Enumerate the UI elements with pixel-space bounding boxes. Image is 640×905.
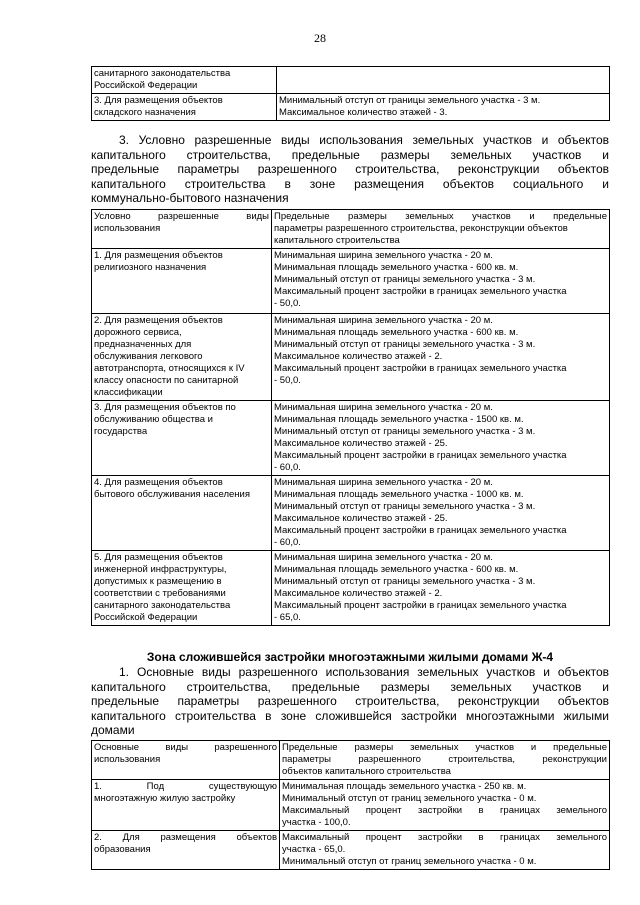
conditional-uses-table	[91, 209, 610, 626]
cell-line: инженерной инфраструктуры,	[94, 564, 227, 575]
cell-line: Минимальная площадь земельного участка - 1500 кв. м.	[274, 414, 524, 425]
cell-line: Минимальный отступ от границ земельного участка - 0 м.	[282, 793, 537, 804]
cell-line: Минимальная ширина земельного участка - 20 м.	[274, 477, 493, 488]
cell-line: участка - 100,0.	[282, 817, 351, 828]
cell-line: классу опасности по санитарной	[94, 375, 239, 386]
paragraph-line: капитального строительства в зоне размещения объектов социального и	[91, 176, 609, 191]
cell-line: обслуживания легкового	[94, 351, 203, 362]
table-header-use	[92, 741, 280, 780]
page-number: 28	[314, 31, 326, 45]
table-cell-params	[272, 249, 610, 314]
cell-line: 4. Для размещения объектов	[94, 477, 223, 488]
cell-line: 1. Под существующую	[94, 781, 277, 792]
table-cell-params	[272, 401, 610, 476]
table-row	[92, 314, 610, 401]
paragraph-line: капитального строительства в зоне сложившейся застройки многоэтажными жилыми	[91, 708, 609, 723]
cell-line: допустимых к размещению в	[94, 576, 222, 587]
cell-line: автотранспорта, относящихся к IV	[94, 363, 245, 374]
table-cell-use	[92, 249, 272, 314]
cell-line: многоэтажную жилую застройку	[94, 793, 236, 804]
cell-line: Минимальная ширина земельного участка - 20 м.	[274, 552, 493, 563]
cell-line: Максимальный процент застройки в границах земельного	[282, 805, 607, 816]
table-row	[92, 249, 610, 314]
cell-line: 5. Для размещения объектов	[94, 552, 223, 563]
zone-title: Зона сложившейся застройки многоэтажными жилыми домами Ж-4	[146, 650, 554, 664]
cell-line: Максимальный процент застройки в границах земельного участка	[274, 600, 567, 611]
table-row	[92, 401, 610, 476]
table-cell-use	[92, 94, 277, 121]
table-cell-use	[92, 476, 272, 551]
cell-line: санитарного законодательства	[94, 68, 231, 79]
cell-line: образования	[94, 844, 151, 855]
cell-line: религиозного назначения	[94, 262, 207, 273]
cell-line: Максимальное количество этажей - 25.	[274, 513, 448, 524]
cell-line: Максимальный процент застройки в границах земельного участка	[274, 525, 567, 536]
table-header-use	[92, 210, 272, 249]
cell-line: Минимальная ширина земельного участка - 20 м.	[274, 315, 493, 326]
cell-line: Максимальный процент застройки в границах земельного	[282, 832, 607, 843]
cell-line: классификации	[94, 387, 163, 398]
paragraph-line: предельные параметры разрешенного строительства, реконструкции объектов	[91, 694, 609, 708]
cell-line: - 50,0.	[274, 375, 301, 386]
cell-line: Предельные размеры земельных участков и предельные	[274, 211, 607, 222]
cell-line: 3. Для размещения объектов по	[94, 402, 236, 413]
cell-line: Минимальный отступ от границы земельного участка - 3 м.	[279, 95, 541, 106]
paragraph-line: коммунально-бытового назначения	[91, 191, 289, 205]
cell-line: Основные виды разрешенного	[94, 742, 277, 753]
cell-line: Российской Федерации	[94, 612, 198, 623]
table-row	[92, 551, 610, 626]
cell-line: Условно разрешенные виды	[94, 211, 269, 222]
paragraph-line: домами	[91, 723, 135, 737]
table-cell-use	[92, 314, 272, 401]
table-cell-use	[92, 831, 280, 870]
paragraph-line: предельные параметры разрешенного строительства, реконструкции объектов	[91, 162, 609, 176]
cell-line: предназначенных для	[94, 339, 192, 350]
table-row	[92, 831, 610, 870]
table-cell-use	[92, 67, 277, 94]
cell-line: - 60,0.	[274, 537, 301, 548]
cell-line: дорожного сервиса,	[94, 327, 182, 338]
paragraph-line: 1. Основные виды разрешенного использования земельных участков и объектов	[119, 665, 609, 679]
cell-line: Минимальная площадь земельного участка - 600 кв. м.	[274, 564, 519, 575]
cell-line: Предельные размеры земельных участков и предельные	[282, 742, 607, 753]
cell-line: 1. Для размещения объектов	[94, 250, 223, 261]
table-cell-params	[280, 780, 610, 831]
cell-line: участка - 65,0.	[282, 844, 346, 855]
cell-line: Максимальное количество этажей - 25.	[274, 438, 448, 449]
cell-line: Минимальная ширина земельного участка - 20 м.	[274, 250, 493, 261]
table-cell-params	[272, 551, 610, 626]
table-cell-use	[92, 780, 280, 831]
cell-line: Максимальное количество этажей - 2.	[274, 588, 443, 599]
table-row	[92, 67, 610, 94]
cell-line: Максимальное количество этажей - 2.	[274, 351, 443, 362]
cell-line: Минимальная площадь земельного участка - 600 кв. м.	[274, 262, 519, 273]
cell-line: складского назначения	[94, 107, 196, 118]
table-cell-params	[277, 94, 610, 121]
table-row	[92, 476, 610, 551]
table-cell-params	[280, 831, 610, 870]
cell-line: бытового обслуживания населения	[94, 489, 250, 500]
cell-line: объектов капитального строительства	[282, 766, 451, 777]
cell-line: Максимальное количество этажей - 3.	[279, 107, 448, 118]
cell-line: использования	[94, 223, 161, 234]
section-1-paragraph	[91, 665, 609, 738]
table-row	[92, 780, 610, 831]
cell-line: Минимальный отступ от границы земельного участка - 3 м.	[274, 274, 536, 285]
cell-line: Максимальный процент застройки в границах земельного участка	[274, 286, 567, 297]
cell-line: Минимальная площадь земельного участка - 1000 кв. м.	[274, 489, 524, 500]
cell-line: - 50,0.	[274, 298, 301, 309]
cell-line: параметры разрешенного строительства, реконструкции	[282, 754, 607, 765]
cell-line: Минимальный отступ от границы земельного участка - 3 м.	[274, 426, 536, 437]
table-header-row	[92, 210, 610, 249]
cell-line: соответствии с требованиями	[94, 588, 226, 599]
cell-line: Максимальный процент застройки в границах земельного участка	[274, 450, 567, 461]
table-header-params	[280, 741, 610, 780]
cell-line: - 60,0.	[274, 462, 301, 473]
table-cell-params	[277, 67, 610, 94]
cell-line: Минимальный отступ от границы земельного участка - 3 м.	[274, 576, 536, 587]
paragraph-line: капитального строительства, предельные размеры земельных участков и	[91, 147, 609, 162]
cell-line: государства	[94, 426, 148, 437]
cell-line: Российской Федерации	[94, 80, 198, 91]
continuation-table	[91, 66, 610, 121]
table-row	[92, 94, 610, 121]
cell-line: Минимальная площадь земельного участка - 250 кв. м.	[282, 781, 527, 792]
table-header-params	[272, 210, 610, 249]
cell-line: 2. Для размещения объектов	[94, 832, 277, 843]
paragraph-line: 3. Условно разрешенные виды использования земельных участков и объектов	[119, 133, 609, 147]
table-header-row	[92, 741, 610, 780]
cell-line: параметры разрешенного строительства, реконструкции объектов	[274, 223, 568, 234]
table-cell-params	[272, 476, 610, 551]
cell-line: капитального строительства	[274, 235, 400, 246]
cell-line: 2. Для размещения объектов	[94, 315, 223, 326]
cell-line: Минимальная площадь земельного участка - 600 кв. м.	[274, 327, 519, 338]
cell-line: Минимальный отступ от границы земельного участка - 3 м.	[274, 339, 536, 350]
table-cell-use	[92, 401, 272, 476]
section-3-paragraph	[91, 133, 609, 206]
cell-line: - 65,0.	[274, 612, 301, 623]
cell-line: 3. Для размещения объектов	[94, 95, 223, 106]
cell-line: использования	[94, 754, 161, 765]
cell-line: Минимальный отступ от границы земельного участка - 3 м.	[274, 501, 536, 512]
cell-line: обслуживанию общества и	[94, 414, 213, 425]
main-uses-table	[91, 740, 610, 870]
cell-line: Минимальный отступ от границ земельного участка - 0 м.	[282, 856, 537, 867]
cell-line: санитарного законодательства	[94, 600, 231, 611]
table-cell-params	[272, 314, 610, 401]
cell-line: Максимальный процент застройки в границах земельного участка	[274, 363, 567, 374]
cell-line: Минимальная ширина земельного участка - 20 м.	[274, 402, 493, 413]
paragraph-line: капитального строительства, предельные размеры земельных участков и	[91, 679, 609, 694]
table-cell-use	[92, 551, 272, 626]
